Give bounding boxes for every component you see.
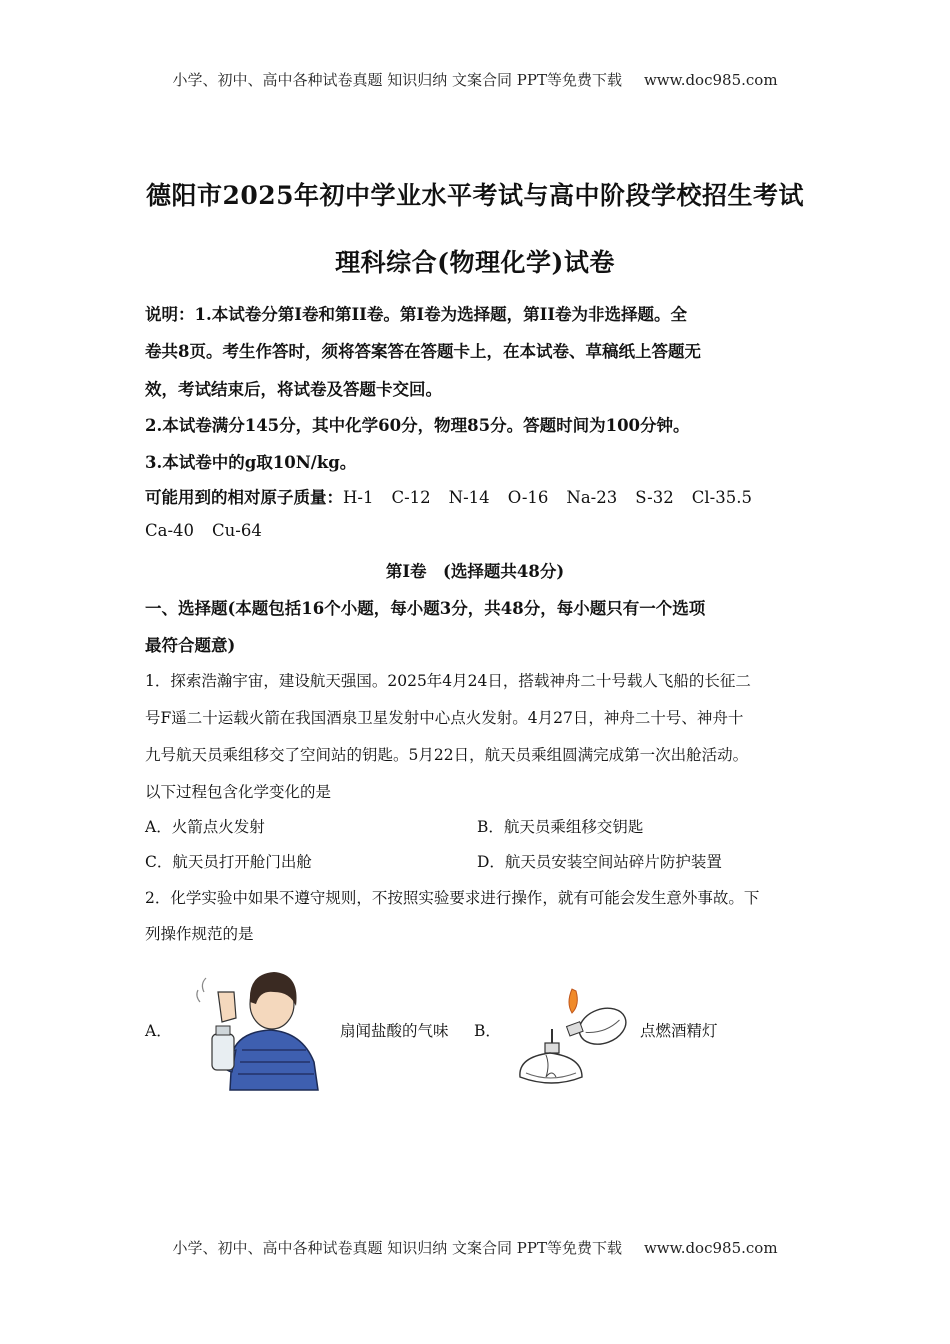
notes-item-2: 2.本试卷满分145分，其中化学60分，物理85分。答题时间为100分钟。 (145, 416, 690, 435)
section-instruction-2: 最符合题意) (145, 636, 236, 655)
fan-smell-illustration (190, 962, 320, 1092)
mass-o: O-16 (507, 488, 549, 507)
q2-option-a-letter[interactable]: A． (145, 1022, 172, 1040)
fume-lines (197, 978, 206, 1002)
q1-option-c[interactable]: C．航天员打开舱门出舱 (145, 853, 312, 871)
page-header (0, 69, 950, 90)
lamp-neck (545, 1043, 559, 1053)
mass-na: Na-23 (566, 488, 618, 507)
q2-line-1: 2．化学实验中如果不遵守规则，不按照实验要求进行操作，就有可能会发生意外事故。下 (145, 889, 760, 907)
header-text: 小学、初中、高中各种试卷真题 知识归纳 文案合同 PPT等免费下载 (172, 71, 622, 89)
atomic-mass-line-2 (145, 521, 280, 540)
q2-line-2: 列操作规范的是 (145, 925, 254, 943)
exam-subtitle: 理科综合(物理化学)试卷 (335, 248, 615, 277)
q2-option-b-letter[interactable]: B． (474, 1022, 501, 1040)
tilted-lamp-body (574, 1002, 631, 1050)
q2-option-b-caption: 点燃酒精灯 (640, 1022, 718, 1040)
atomic-mass-line (145, 484, 770, 508)
mass-h: H-1 (343, 488, 374, 507)
footer-text: 小学、初中、高中各种试卷真题 知识归纳 文案合同 PPT等免费下载 (172, 1239, 622, 1257)
q1-option-a[interactable]: A．火箭点火发射 (145, 818, 265, 836)
mass-s: S-32 (635, 488, 674, 507)
notes-line-1: 说明：1.本试卷分第I卷和第II卷。第I卷为选择题，第II卷为非选择题。全 (145, 305, 688, 324)
exam-title: 德阳市2025年初中学业水平考试与高中阶段学校招生考试 (145, 181, 805, 210)
bottle-neck (216, 1026, 230, 1035)
q1-line-1: 1．探索浩瀚宇宙，建设航天强国。2025年4月24日，搭载神舟二十号载人飞船的长征二 (145, 672, 751, 690)
mass-ca: Ca-40 (145, 521, 195, 540)
lamp-body (520, 1053, 582, 1083)
mass-n: N-14 (448, 488, 490, 507)
mass-cl: Cl-35.5 (691, 488, 752, 507)
section-instruction-1: 一、选择题(本题包括16个小题，每小题3分，共48分，每小题只有一个选项 (145, 599, 706, 618)
q2-option-a-caption: 扇闻盐酸的气味 (340, 1022, 449, 1040)
atomic-mass-label: 可能用到的相对原子质量： (145, 488, 343, 507)
q1-option-d[interactable]: D．航天员安装空间站碎片防护装置 (477, 853, 722, 871)
header-site[interactable]: www.doc985.com (643, 71, 778, 89)
mass-c: C-12 (391, 488, 431, 507)
flame-shape (569, 989, 577, 1013)
section-title: 第I卷 (选择题共48分) (385, 562, 565, 581)
notes-item-3: 3.本试卷中的g取10N/kg。 (145, 453, 357, 472)
footer-site[interactable]: www.doc985.com (643, 1239, 778, 1257)
page-footer (0, 1237, 950, 1258)
bottle-shape (212, 1034, 234, 1070)
q1-option-b[interactable]: B．航天员乘组移交钥匙 (477, 818, 644, 836)
alcohol-lamp-illustration (510, 985, 635, 1095)
notes-line-2: 卷共8页。考生作答时，须将答案答在答题卡上，在本试卷、草稿纸上答题无 (145, 342, 701, 361)
notes-line-3: 效，考试结束后，将试卷及答题卡交回。 (145, 380, 442, 399)
hand-shape (218, 992, 236, 1022)
q1-line-2: 号F遥二十运载火箭在我国酒泉卫星发射中心点火发射。4月27日，神舟二十号、神舟十 (145, 709, 744, 727)
mass-cu: Cu-64 (212, 521, 262, 540)
q1-line-4: 以下过程包含化学变化的是 (145, 783, 332, 801)
q1-line-3: 九号航天员乘组移交了空间站的钥匙。5月22日，航天员乘组圆满完成第一次出舱活动。 (145, 746, 749, 764)
shirt-shape (230, 1030, 318, 1090)
